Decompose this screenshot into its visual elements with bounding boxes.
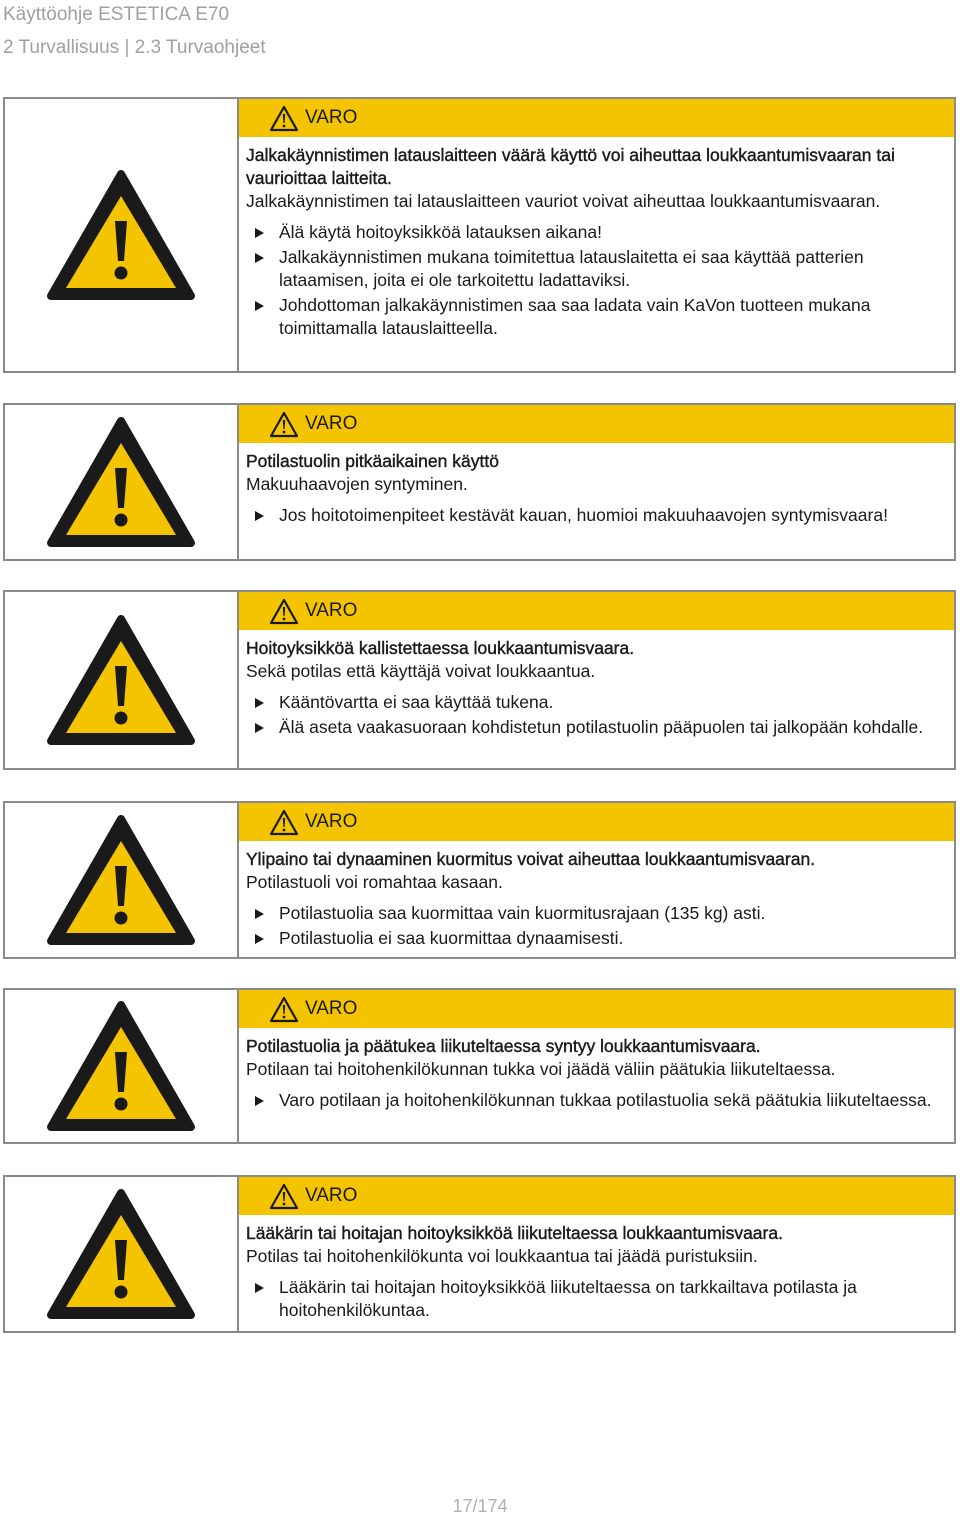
warning-triangle-outline-icon xyxy=(269,411,299,438)
warning-signal-bar xyxy=(239,1177,954,1215)
triangle-bullet-icon xyxy=(255,698,264,708)
warning-content xyxy=(239,803,954,957)
hazard-consequence: Sekä potilas että käyttäjä voivat loukkaantua. xyxy=(246,661,596,681)
warning-body xyxy=(239,443,954,527)
safety-measure xyxy=(246,927,944,950)
triangle-bullet-icon xyxy=(255,723,264,733)
warning-symbol-cell xyxy=(5,99,239,371)
warning-triangle-outline-icon xyxy=(269,105,299,132)
safety-measures-list xyxy=(246,504,944,527)
safety-measures-list xyxy=(246,902,944,950)
hazard-description: Ylipaino tai dynaaminen kuormitus voivat aiheuttaa loukkaantumisvaaran. xyxy=(246,849,816,869)
page-number: 17/174 xyxy=(452,1496,508,1516)
safety-measure xyxy=(246,246,944,292)
warning-body xyxy=(239,1028,954,1112)
triangle-bullet-icon xyxy=(255,228,264,238)
triangle-bullet-icon xyxy=(255,1283,264,1293)
signal-word: VARO xyxy=(305,413,358,434)
hazard-description: Jalkakäynnistimen latauslaitteen väärä käyttö voi aiheuttaa loukkaantumisvaaran tai vaurioittaa laitteita. xyxy=(246,145,895,188)
signal-word: VARO xyxy=(305,107,358,128)
measure-text: Lääkärin tai hoitajan hoitoyksikköä liikuteltaessa on tarkkailtava potilasta ja hoitohenkilökuntaa. xyxy=(279,1277,857,1320)
measure-text: Johdottoman jalkakäynnistimen saa saa ladata vain KaVon tuotteen mukana toimittamalla latauslaitteella. xyxy=(279,295,871,338)
safety-measure xyxy=(246,902,944,925)
signal-word: VARO xyxy=(305,600,358,621)
safety-measure xyxy=(246,504,944,527)
hazard-description: Lääkärin tai hoitajan hoitoyksikköä liikuteltaessa loukkaantumisvaara. xyxy=(246,1223,783,1243)
signal-word: VARO xyxy=(305,1185,358,1206)
warning-triangle-icon xyxy=(46,814,196,946)
warning-triangle-outline-icon xyxy=(269,598,299,625)
hazard-consequence: Potilas tai hoitohenkilökunta voi loukkaantua tai jäädä puristuksiin. xyxy=(246,1246,758,1266)
warning-content xyxy=(239,592,954,768)
signal-word: VARO xyxy=(305,998,358,1019)
warning-symbol-cell xyxy=(5,803,239,957)
warning-triangle-icon xyxy=(46,169,196,301)
safety-measures-list xyxy=(246,1089,944,1112)
warning-box xyxy=(3,97,956,373)
measure-text: Älä aseta vaakasuoraan kohdistetun potilastuolin pääpuolen tai jalkopään kohdalle. xyxy=(279,717,924,737)
warning-content xyxy=(239,99,954,371)
warning-symbol-cell xyxy=(5,405,239,559)
hazard-consequence: Makuuhaavojen syntyminen. xyxy=(246,474,468,494)
hazard-description: Hoitoyksikköä kallistettaessa loukkaantumisvaara. xyxy=(246,638,635,658)
warning-triangle-icon xyxy=(46,1188,196,1320)
warning-signal-bar xyxy=(239,405,954,443)
warning-body xyxy=(239,841,954,950)
safety-measure xyxy=(246,716,944,739)
warning-box xyxy=(3,801,956,959)
document-title: Käyttöohje ESTETICA E70 xyxy=(3,4,230,25)
measure-text: Potilastuolia saa kuormittaa vain kuormitusrajaan (135 kg) asti. xyxy=(279,903,766,923)
warning-signal-bar xyxy=(239,803,954,841)
measure-text: Jalkakäynnistimen mukana toimitettua latauslaitetta ei saa käyttää patterien lataamisen, joita ei ole tarkoitettu ladattaviksi. xyxy=(279,247,864,290)
warning-body xyxy=(239,1215,954,1322)
warning-box xyxy=(3,988,956,1144)
warning-symbol-cell xyxy=(5,592,239,768)
triangle-bullet-icon xyxy=(255,253,264,263)
warning-triangle-outline-icon xyxy=(269,996,299,1023)
safety-measure xyxy=(246,1089,944,1112)
hazard-consequence: Jalkakäynnistimen tai latauslaitteen vauriot voivat aiheuttaa loukkaantumisvaaran. xyxy=(246,191,881,211)
hazard-consequence: Potilaan tai hoitohenkilökunnan tukka voi jäädä väliin päätukia liikuteltaessa. xyxy=(246,1059,836,1079)
safety-measure xyxy=(246,1276,944,1322)
hazard-description: Potilastuolia ja päätukea liikuteltaessa syntyy loukkaantumisvaara. xyxy=(246,1036,761,1056)
hazard-consequence: Potilastuoli voi romahtaa kasaan. xyxy=(246,872,503,892)
measure-text: Älä käytä hoitoyksikköä latauksen aikana! xyxy=(279,222,602,242)
safety-measure xyxy=(246,691,944,714)
warning-box xyxy=(3,1175,956,1333)
safety-measures-list xyxy=(246,1276,944,1322)
warning-box xyxy=(3,590,956,770)
measure-text: Jos hoitotoimenpiteet kestävät kauan, huomioi makuuhaavojen syntymisvaara! xyxy=(279,505,888,525)
warning-body xyxy=(239,630,954,739)
warning-content xyxy=(239,405,954,559)
warning-triangle-outline-icon xyxy=(269,809,299,836)
safety-measures-list xyxy=(246,221,944,340)
signal-word: VARO xyxy=(305,811,358,832)
triangle-bullet-icon xyxy=(255,1096,264,1106)
triangle-bullet-icon xyxy=(255,909,264,919)
warning-triangle-outline-icon xyxy=(269,1183,299,1210)
warning-triangle-icon xyxy=(46,416,196,548)
measure-text: Potilastuolia ei saa kuormittaa dynaamisesti. xyxy=(279,928,624,948)
warning-signal-bar xyxy=(239,99,954,137)
warning-triangle-icon xyxy=(46,1000,196,1132)
breadcrumb: 2 Turvallisuus | 2.3 Turvaohjeet xyxy=(3,37,266,58)
hazard-description: Potilastuolin pitkäaikainen käyttö xyxy=(246,451,499,471)
safety-measure xyxy=(246,221,944,244)
warning-symbol-cell xyxy=(5,1177,239,1331)
triangle-bullet-icon xyxy=(255,301,264,311)
warning-content xyxy=(239,990,954,1142)
warning-signal-bar xyxy=(239,990,954,1028)
document-header xyxy=(3,4,266,59)
measure-text: Varo potilaan ja hoitohenkilökunnan tukkaa potilastuolia sekä päätukia liikuteltaessa. xyxy=(279,1090,932,1110)
warning-content xyxy=(239,1177,954,1331)
safety-measures-list xyxy=(246,691,944,739)
safety-measure xyxy=(246,294,944,340)
warning-box xyxy=(3,403,956,561)
warning-symbol-cell xyxy=(5,990,239,1142)
triangle-bullet-icon xyxy=(255,934,264,944)
triangle-bullet-icon xyxy=(255,511,264,521)
measure-text: Kääntövartta ei saa käyttää tukena. xyxy=(279,692,554,712)
warning-body xyxy=(239,137,954,340)
warning-signal-bar xyxy=(239,592,954,630)
warning-triangle-icon xyxy=(46,614,196,746)
